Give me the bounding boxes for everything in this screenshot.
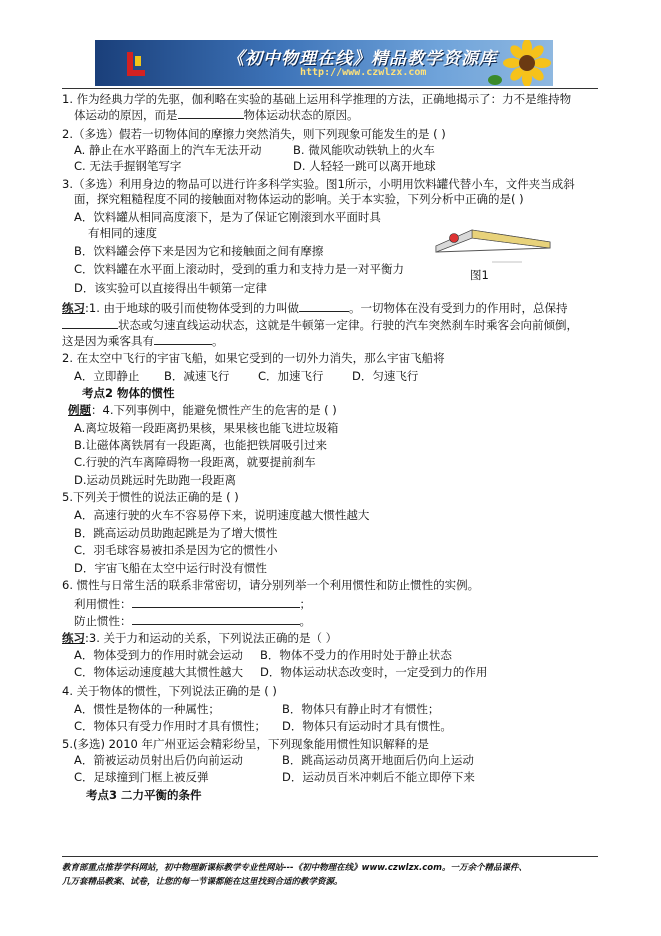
q4-stem: 4. 关于物体的惯性，下列说法正确的是 ( ) xyxy=(62,684,277,698)
q6-prevent-post: 。 xyxy=(299,614,311,628)
practice-2-option-b[interactable]: B．减速飞行 xyxy=(164,369,230,383)
q1-text-pre: 体运动的原因，而是 xyxy=(74,108,178,122)
practice-2-option-d[interactable]: D．匀速飞行 xyxy=(352,369,419,383)
q3-option-a-cont: 有相同的速度 xyxy=(88,226,157,240)
practice-2-stem: 2. 在太空中飞行的宇宙飞船，如果它受到的一切外力消失，那么宇宙飞船将 xyxy=(62,351,445,365)
q5-stem: 5.下列关于惯性的说法正确的是 ( ) xyxy=(62,490,239,504)
practice-3-label: 练习 xyxy=(62,631,85,645)
q1-blank[interactable] xyxy=(178,107,244,119)
practice-1-blank-1[interactable] xyxy=(299,300,349,312)
q6-use-post: ； xyxy=(299,597,311,611)
practice-1-blank-3[interactable] xyxy=(154,333,212,345)
q1-line2 xyxy=(74,107,359,122)
q5-option-d[interactable]: D．宇宙飞船在太空中运行时没有惯性 xyxy=(74,561,267,575)
practice-3-option-a[interactable]: A．物体受到力的作用时就会运动 xyxy=(74,648,243,662)
q6-use-label: 利用惯性： xyxy=(74,597,132,611)
footer-rule xyxy=(62,856,598,857)
example-4-option-a[interactable]: A.离垃圾箱一段距离扔果核，果果核也能飞进垃圾箱 xyxy=(74,421,339,435)
figure-1-incline xyxy=(432,218,552,270)
banner-title: 《初中物理在线》精品教学资源库 xyxy=(227,49,497,69)
section-heading-3: 考点3 二力平衡的条件 xyxy=(86,788,202,802)
q5m-stem: 5.(多选) 2010 年广州亚运会精彩纷呈，下列现象能用惯性知识解释的是 xyxy=(62,737,430,751)
figure-1-label: 图1 xyxy=(470,268,489,282)
q3-line1: 3.（多选）利用身边的物品可以进行许多科学实验。图1所示，小明用饮料罐代替小车，文件夹当成斜 xyxy=(62,177,575,191)
practice-1-post: 。一切物体在没有受到力的作用时，总保持 xyxy=(349,301,568,315)
q6-use-inertia xyxy=(74,596,311,611)
footer-line-2: 几万套精品教案、试卷，让您的每一节课都能在这里找到合适的教学资源。 xyxy=(62,877,343,887)
q5-option-a[interactable]: A．高速行驶的火车不容易停下来，说明速度越大惯性越大 xyxy=(74,508,370,522)
q1-line1: 1. 作为经典力学的先驱，伽利略在实验的基础上运用科学推理的方法，正确地揭示了：力不是维持物 xyxy=(62,92,572,106)
q5m-option-a[interactable]: A．箭被运动员射出后仍向前运动 xyxy=(74,753,243,767)
practice-3-option-c[interactable]: C．物体运动速度越大其惯性越大 xyxy=(74,665,244,679)
q4-option-d[interactable]: D．物体只有运动时才具有惯性。 xyxy=(282,719,452,733)
example-4-option-b[interactable]: B.让磁体离铁屑有一段距离，也能把铁屑吸引过来 xyxy=(74,438,328,452)
example-4-text: ：4.下列事例中，能避免惯性产生的危害的是 ( ) xyxy=(91,403,337,417)
example-4-stem xyxy=(68,403,337,418)
q4-option-b[interactable]: B．物体只有静止时才有惯性； xyxy=(282,702,440,716)
q3-option-a[interactable]: A．饮料罐从相同高度滚下，是为了保证它刚滚到水平面时具 xyxy=(74,210,381,224)
practice-1-blank-2[interactable] xyxy=(62,317,118,329)
practice-label: 练习 xyxy=(62,301,85,315)
q2-option-d[interactable]: D. 人轻轻一跳可以离开地球 xyxy=(293,159,436,173)
q3-option-c[interactable]: C．饮料罐在水平面上滚动时，受到的重力和支持力是一对平衡力 xyxy=(74,262,405,276)
q5m-option-d[interactable]: D．运动员百米冲刺后不能立即停下来 xyxy=(282,770,475,784)
practice-1-line1 xyxy=(62,300,568,315)
practice-2-option-c[interactable]: C．加速飞行 xyxy=(258,369,324,383)
practice-3-text: :3. 关于力和运动的关系，下列说法正确的是（ ） xyxy=(85,631,338,645)
q2-option-c[interactable]: C. 无法手握钢笔写字 xyxy=(74,159,182,173)
q1-text-post: 物体运动状态的原因。 xyxy=(243,108,359,122)
practice-3-option-d[interactable]: D．物体运动状态改变时，一定受到力的作用 xyxy=(260,665,488,679)
q5m-option-c[interactable]: C．足球撞到门框上被反弹 xyxy=(74,770,209,784)
example-4-option-d[interactable]: D.运动员跳远时先助跑一段距离 xyxy=(74,473,237,487)
q6-stem: 6. 惯性与日常生活的联系非常密切，请分别列举一个利用惯性和防止惯性的实例。 xyxy=(62,578,480,592)
q5-option-c[interactable]: C．羽毛球容易被扣杀是因为它的惯性小 xyxy=(74,543,278,557)
q6-prevent-inertia xyxy=(74,613,311,628)
banner-url[interactable]: http://www.czwlzx.com xyxy=(300,67,427,78)
practice-2-option-a[interactable]: A．立即静止 xyxy=(74,369,140,383)
practice-1-line2 xyxy=(62,317,578,332)
q3-option-b[interactable]: B．饮料罐会停下来是因为它和接触面之间有摩擦 xyxy=(74,244,324,258)
q6-use-blank[interactable] xyxy=(132,596,300,608)
q2-option-a[interactable]: A. 静止在水平路面上的汽车无法开动 xyxy=(74,143,262,157)
practice-3-option-b[interactable]: B．物体不受力的作用时处于静止状态 xyxy=(260,648,452,662)
practice-1-line2-text: 状态或匀速直线运动状态，这就是牛顿第一定律。行驶的汽车突然刹车时乘客会向前倾倒， xyxy=(118,318,578,332)
practice-1-pre: :1. 由于地球的吸引而使物体受到的力叫做 xyxy=(85,301,300,315)
practice-1-line3 xyxy=(62,333,224,348)
q2-option-b[interactable]: B. 微风能吹动铁轨上的火车 xyxy=(293,143,435,157)
q3-option-d[interactable]: D．该实验可以直接得出牛顿第一定律 xyxy=(74,281,267,295)
practice-3-stem xyxy=(62,631,337,646)
q3-line2: 面，探究粗糙程度不同的接触面对物体运动的影响。关于本实验，下列分析中正确的是( ) xyxy=(74,192,524,206)
practice-1-line3-post: 。 xyxy=(212,334,224,348)
q5m-option-b[interactable]: B．跳高运动员离开地面后仍向上运动 xyxy=(282,753,474,767)
q4-option-c[interactable]: C．物体只有受力作用时才具有惯性； xyxy=(74,719,267,733)
example-4-option-c[interactable]: C.行驶的汽车离障碍物一段距离，就要提前刹车 xyxy=(74,455,316,469)
q6-prevent-blank[interactable] xyxy=(132,613,300,625)
q4-option-a[interactable]: A．惯性是物体的一种属性； xyxy=(74,702,220,716)
q6-prevent-label: 防止惯性： xyxy=(74,614,132,628)
example-label: 例题 xyxy=(68,403,91,417)
practice-1-line3-pre: 这是因为乘客具有 xyxy=(62,334,154,348)
q2-stem: 2.（多选）假若一切物体间的摩擦力突然消失，则下列现象可能发生的是 ( ) xyxy=(62,127,446,141)
section-heading-2: 考点2 物体的惯性 xyxy=(82,386,175,400)
q5-option-b[interactable]: B．跳高运动员助跑起跳是为了增大惯性 xyxy=(74,526,278,540)
footer-line-1: 教育部重点推荐学科网站，初中物理新课标教学专业性网站---《初中物理在线》www.czwlzx.com。一万余个精品课件、 xyxy=(62,863,527,873)
